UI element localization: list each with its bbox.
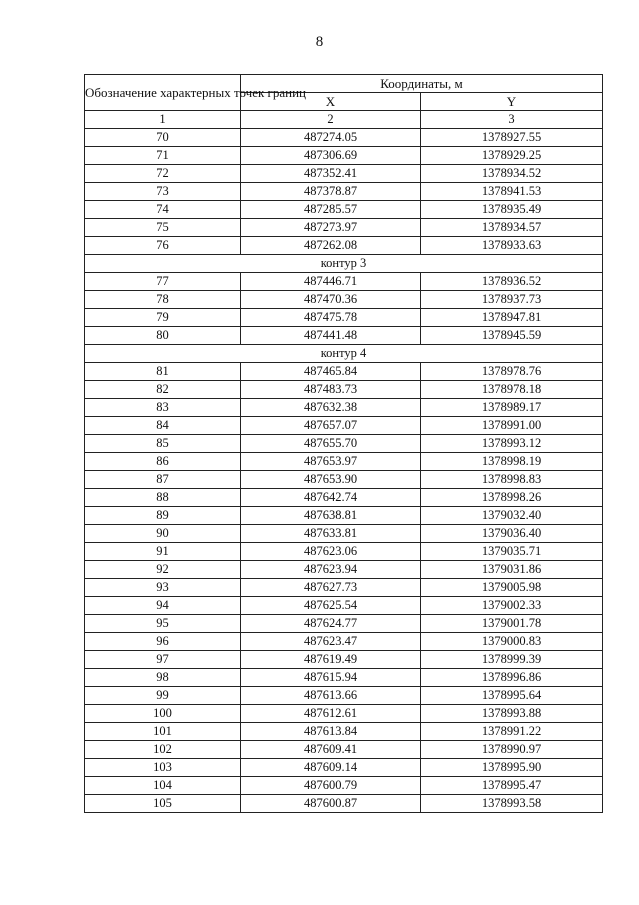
y-coordinate-cell: 1379031.86 [421,561,603,579]
y-coordinate-cell: 1378999.39 [421,651,603,669]
x-coordinate-cell: 487619.49 [241,651,421,669]
point-number-cell: 90 [85,525,241,543]
y-coordinate-cell: 1378934.52 [421,165,603,183]
table-row [85,615,603,633]
y-coordinate-cell: 1378945.59 [421,327,603,345]
x-coordinate-cell: 487612.61 [241,705,421,723]
y-coordinate-cell: 1378998.83 [421,471,603,489]
page-number: 8 [315,34,324,50]
x-coordinate-cell: 487627.73 [241,579,421,597]
table-row [85,417,603,435]
y-coordinate-cell: 1378978.18 [421,381,603,399]
table-row [85,597,603,615]
x-coordinate-cell: 487446.71 [241,273,421,291]
y-coordinate-cell: 1378998.19 [421,453,603,471]
table-row [85,165,603,183]
point-number-cell: 102 [85,741,241,759]
y-coordinate-cell: 1378933.63 [421,237,603,255]
x-coordinate-cell: 487262.08 [241,237,421,255]
x-coordinate-cell: 487600.87 [241,795,421,813]
column-number: 3 [421,111,603,129]
table-row [85,633,603,651]
x-coordinate-cell: 487632.38 [241,399,421,417]
y-coordinate-cell: 1378934.57 [421,219,603,237]
table-row [85,777,603,795]
x-coordinate-cell: 487653.97 [241,453,421,471]
x-coordinate-cell: 487306.69 [241,147,421,165]
point-number-cell: 70 [85,129,241,147]
table-body [85,129,603,813]
y-coordinate-cell: 1378991.00 [421,417,603,435]
contour-row [85,345,603,363]
point-number-cell: 88 [85,489,241,507]
point-number-cell: 89 [85,507,241,525]
point-number-cell: 74 [85,201,241,219]
point-number-cell: 91 [85,543,241,561]
table-row [85,489,603,507]
x-coordinate-cell: 487625.54 [241,597,421,615]
y-coordinate-cell: 1379032.40 [421,507,603,525]
x-coordinate-cell: 487623.94 [241,561,421,579]
x-coordinate-cell: 487657.07 [241,417,421,435]
y-column-header: Y [421,93,603,111]
x-coordinate-cell: 487613.66 [241,687,421,705]
table-row [85,741,603,759]
table-header [85,75,603,129]
point-number-cell: 97 [85,651,241,669]
y-coordinate-cell: 1379002.33 [421,597,603,615]
point-number-cell: 99 [85,687,241,705]
y-coordinate-cell: 1379035.71 [421,543,603,561]
table-row [85,363,603,381]
point-number-cell: 104 [85,777,241,795]
table-row [85,435,603,453]
point-number-cell: 80 [85,327,241,345]
point-number-cell: 87 [85,471,241,489]
x-coordinate-cell: 487613.84 [241,723,421,741]
x-coordinate-cell: 487274.05 [241,129,421,147]
point-number-cell: 84 [85,417,241,435]
y-coordinate-cell: 1379036.40 [421,525,603,543]
table-row [85,219,603,237]
table-row [85,471,603,489]
x-coordinate-cell: 487624.77 [241,615,421,633]
table-row [85,381,603,399]
column-number: 2 [241,111,421,129]
y-coordinate-cell: 1378929.25 [421,147,603,165]
y-coordinate-cell: 1378993.58 [421,795,603,813]
y-coordinate-cell: 1378991.22 [421,723,603,741]
table-row [85,183,603,201]
point-number-cell: 85 [85,435,241,453]
point-number-cell: 96 [85,633,241,651]
x-coordinate-cell: 487609.14 [241,759,421,777]
table-row [85,273,603,291]
y-coordinate-cell: 1378935.49 [421,201,603,219]
table-row [85,705,603,723]
y-coordinate-cell: 1378998.26 [421,489,603,507]
table-row [85,759,603,777]
column-number: 1 [85,111,241,129]
x-coordinate-cell: 487609.41 [241,741,421,759]
y-coordinate-cell: 1378927.55 [421,129,603,147]
y-coordinate-cell: 1378941.53 [421,183,603,201]
points-column-header: Обозначение характерных точек границ [85,75,241,111]
table-row [85,453,603,471]
point-number-cell: 78 [85,291,241,309]
x-coordinate-cell: 487273.97 [241,219,421,237]
x-coordinate-cell: 487378.87 [241,183,421,201]
table-row [85,147,603,165]
y-coordinate-cell: 1378990.97 [421,741,603,759]
table-row [85,651,603,669]
x-coordinate-cell: 487615.94 [241,669,421,687]
table-row [85,309,603,327]
x-coordinate-cell: 487441.48 [241,327,421,345]
point-number-cell: 81 [85,363,241,381]
x-coordinate-cell: 487638.81 [241,507,421,525]
point-number-cell: 94 [85,597,241,615]
x-coordinate-cell: 487465.84 [241,363,421,381]
point-number-cell: 76 [85,237,241,255]
table-row [85,399,603,417]
coordinates-table [84,74,603,813]
table-row [85,327,603,345]
x-coordinate-cell: 487352.41 [241,165,421,183]
y-coordinate-cell: 1378947.81 [421,309,603,327]
table-row [85,291,603,309]
y-coordinate-cell: 1378995.90 [421,759,603,777]
contour-title: контур 4 [85,345,603,363]
point-number-cell: 95 [85,615,241,633]
y-coordinate-cell: 1378995.47 [421,777,603,795]
y-coordinate-cell: 1378996.86 [421,669,603,687]
table-row [85,525,603,543]
point-number-cell: 93 [85,579,241,597]
y-coordinate-cell: 1379005.98 [421,579,603,597]
x-coordinate-cell: 487475.78 [241,309,421,327]
table-row [85,507,603,525]
point-number-cell: 75 [85,219,241,237]
y-coordinate-cell: 1378993.12 [421,435,603,453]
point-number-cell: 72 [85,165,241,183]
table-row [85,129,603,147]
x-coordinate-cell: 487483.73 [241,381,421,399]
point-number-cell: 92 [85,561,241,579]
coordinates-column-header: Координаты, м [241,75,603,93]
x-coordinate-cell: 487623.47 [241,633,421,651]
point-number-cell: 83 [85,399,241,417]
table-row [85,723,603,741]
contour-row [85,255,603,273]
point-number-cell: 86 [85,453,241,471]
table-row [85,201,603,219]
y-coordinate-cell: 1378995.64 [421,687,603,705]
y-coordinate-cell: 1378993.88 [421,705,603,723]
point-number-cell: 105 [85,795,241,813]
table-row [85,687,603,705]
x-coordinate-cell: 487653.90 [241,471,421,489]
table-row [85,669,603,687]
contour-title: контур 3 [85,255,603,273]
table-row [85,561,603,579]
x-coordinate-cell: 487470.36 [241,291,421,309]
x-coordinate-cell: 487642.74 [241,489,421,507]
x-coordinate-cell: 487285.57 [241,201,421,219]
x-column-header: X [241,93,421,111]
point-number-cell: 98 [85,669,241,687]
x-coordinate-cell: 487655.70 [241,435,421,453]
point-number-cell: 103 [85,759,241,777]
point-number-cell: 100 [85,705,241,723]
y-coordinate-cell: 1378989.17 [421,399,603,417]
point-number-cell: 77 [85,273,241,291]
y-coordinate-cell: 1379000.83 [421,633,603,651]
table-row [85,237,603,255]
table-row [85,795,603,813]
x-coordinate-cell: 487600.79 [241,777,421,795]
y-coordinate-cell: 1379001.78 [421,615,603,633]
x-coordinate-cell: 487633.81 [241,525,421,543]
point-number-cell: 71 [85,147,241,165]
y-coordinate-cell: 1378936.52 [421,273,603,291]
y-coordinate-cell: 1378978.76 [421,363,603,381]
x-coordinate-cell: 487623.06 [241,543,421,561]
table-row [85,579,603,597]
point-number-cell: 79 [85,309,241,327]
y-coordinate-cell: 1378937.73 [421,291,603,309]
point-number-cell: 101 [85,723,241,741]
point-number-cell: 82 [85,381,241,399]
table-row [85,543,603,561]
point-number-cell: 73 [85,183,241,201]
